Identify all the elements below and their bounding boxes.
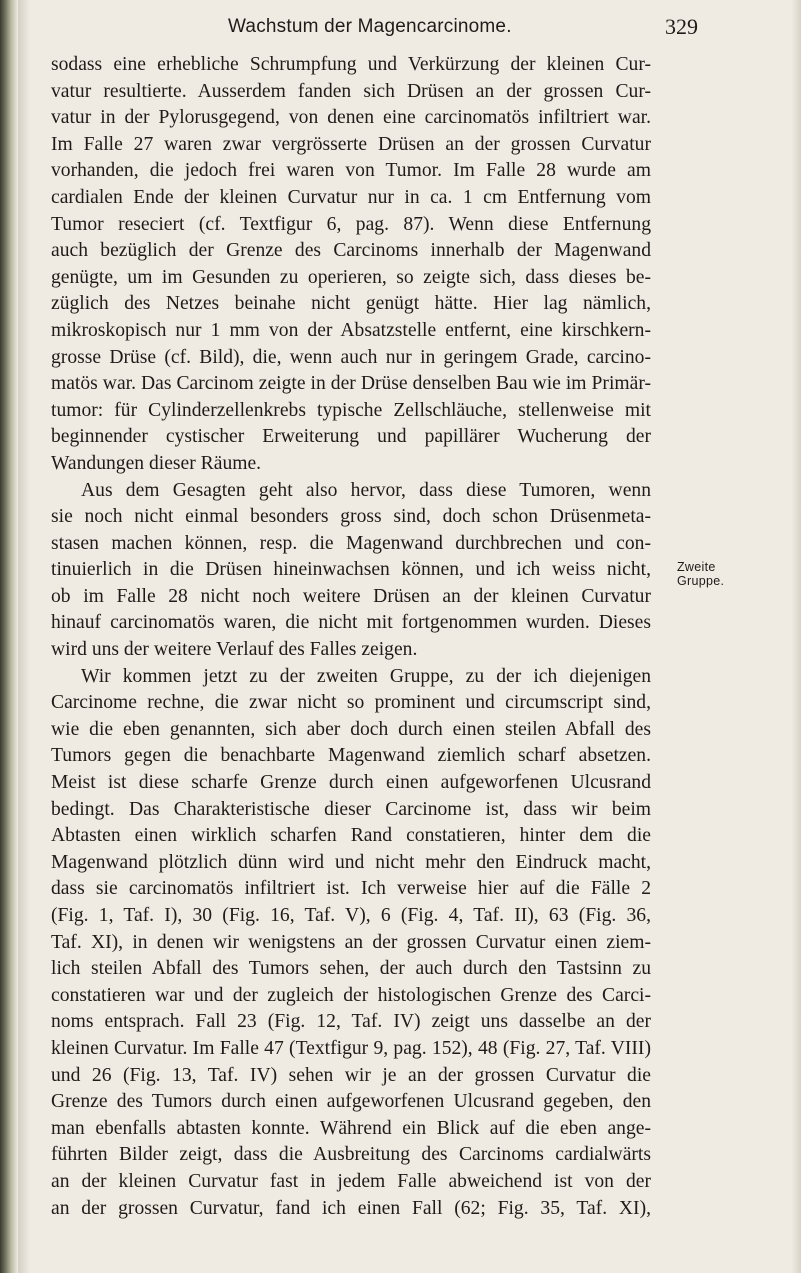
text-line: sodass eine erhebliche Schrumpfung und Verkürzung der kleinen Cur-: [51, 54, 651, 75]
text-line: sie noch nicht einmal besonders gross sind, doch schon Drüsenmeta-: [51, 506, 651, 528]
text-line: tinuierlich in die Drüsen hineinwachsen können, und ich weiss nicht,: [51, 559, 651, 581]
text-line: genügte, um im Gesunden zu operieren, so zeigte sich, dass dieses be-: [51, 266, 651, 288]
margin-note: [677, 560, 724, 588]
text-line: Magenwand plötzlich dünn wird und nicht mehr den Eindruck macht,: [51, 851, 651, 873]
paragraph-end-line: Wandungen dieser Räume.: [51, 452, 262, 474]
body-text: [51, 52, 651, 1222]
text-line: lich steilen Abfall des Tumors sehen, der auch durch den Tastsinn zu: [51, 958, 651, 980]
text-line: tumor: für Cylinderzellenkrebs typische Zellschläuche, stellenweise mit: [51, 399, 651, 421]
text-line: grosse Drüse (cf. Bild), die, wenn auch nur in geringem Grade, carcino-: [51, 346, 651, 368]
text-line: an der grossen Curvatur, fand ich einen Fall (62; Fig. 35, Taf. XI),: [51, 1197, 651, 1219]
text-line: hinauf carcinomatös waren, die nicht mit fortgenommen wurden. Dieses: [51, 612, 651, 634]
text-line: cardialen Ende der kleinen Curvatur nur in ca. 1 cm Entfernung vom: [51, 186, 651, 208]
text-line: stasen machen können, resp. die Magenwand durchbrechen und con-: [51, 532, 651, 554]
gutter-shadow: [18, 0, 30, 1273]
margin-note-line: Zweite: [677, 560, 716, 574]
text-line: beginnender cystischer Erweiterung und papillärer Wucherung der: [51, 426, 651, 448]
page-number: 329: [665, 14, 698, 39]
text-line: Taf. XI), in denen wir wenigstens an der grossen Curvatur einen ziem-: [51, 931, 651, 953]
text-line: züglich des Netzes beinahe nicht genügt hätte. Hier lag nämlich,: [51, 293, 651, 315]
margin-note-line: Gruppe.: [677, 574, 725, 588]
text-line: bedingt. Das Charakteristische dieser Carcinome ist, dass wir beim: [51, 798, 651, 820]
text-line: ob im Falle 28 nicht noch weitere Drüsen an der kleinen Curvatur: [51, 585, 651, 607]
running-title: Wachstum der Magencarcinome.: [228, 16, 512, 37]
text-line: noms entsprach. Fall 23 (Fig. 12, Taf. IV) zeigt uns dasselbe an der: [51, 1011, 651, 1033]
text-line: auch bezüglich der Grenze des Carcinoms innerhalb der Magenwand: [51, 240, 651, 262]
text-line: Grenze des Tumors durch einen aufgeworfenen Ulcusrand gegeben, den: [51, 1091, 651, 1113]
text-line: (Fig. 1, Taf. I), 30 (Fig. 16, Taf. V), 6 (Fig. 4, Taf. II), 63 (Fig. 36,: [51, 905, 651, 926]
paragraph-end-line: wird uns der weitere Verlauf des Falles zeigen.: [51, 639, 418, 661]
text-line: dass sie carcinomatös infiltriert ist. Ich verweise hier auf die Fälle 2: [51, 878, 651, 900]
text-line: Tumors gegen die benachbarte Magenwand ziemlich scharf absetzen.: [51, 745, 651, 767]
text-line: wie die eben genannten, sich aber doch durch einen steilen Abfall des: [51, 718, 651, 740]
page-edge-shadow: [791, 0, 801, 1273]
text-line: Tumor reseciert (cf. Textfigur 6, pag. 87). Wenn diese Entfernung: [51, 213, 651, 235]
text-line: an der kleinen Curvatur fast in jedem Falle abweichend ist von der: [51, 1170, 651, 1192]
text-line: vatur in der Pylorusgegend, von denen eine carcinomatös infiltriert war.: [51, 107, 651, 129]
text-line: constatieren war und der zugleich der histologischen Grenze des Carci-: [51, 984, 651, 1006]
text-line: kleinen Curvatur. Im Falle 47 (Textfigur 9, pag. 152), 48 (Fig. 27, Taf. VIII): [51, 1037, 651, 1059]
text-line: mikroskopisch nur 1 mm von der Absatzstelle entfernt, eine kirschkern-: [51, 319, 651, 341]
text-line: Abtasten einen wirklich scharfen Rand constatieren, hinter dem die: [51, 825, 651, 847]
text-line: vorhanden, die jedoch frei waren von Tumor. Im Falle 28 wurde am: [51, 160, 651, 182]
paragraph-start-line: Wir kommen jetzt zu der zweiten Gruppe, zu der ich diejenigen: [81, 665, 651, 687]
text-line: Im Falle 27 waren zwar vergrösserte Drüsen an der grossen Curvatur: [51, 133, 651, 155]
text-line: Meist ist diese scharfe Grenze durch einen aufgeworfenen Ulcusrand: [51, 772, 651, 794]
text-line: matös war. Das Carcinom zeigte in der Drüse denselben Bau wie im Primär-: [51, 373, 651, 395]
text-line: und 26 (Fig. 13, Taf. IV) sehen wir je an der grossen Curvatur die: [51, 1064, 651, 1086]
paragraph-start-line: Aus dem Gesagten geht also hervor, dass diese Tumoren, wenn: [81, 479, 651, 501]
text-line: Carcinome rechne, die zwar nicht so prominent und circumscript sind,: [51, 692, 651, 714]
book-spine-shadow: [0, 0, 18, 1273]
text-line: führten Bilder zeigt, dass die Ausbreitung des Carcinoms cardialwärts: [51, 1144, 651, 1166]
text-line: vatur resultierte. Ausserdem fanden sich Drüsen an der grossen Cur-: [51, 80, 651, 102]
text-line: man ebenfalls abtasten konnte. Während ein Blick auf die eben ange-: [51, 1117, 651, 1139]
